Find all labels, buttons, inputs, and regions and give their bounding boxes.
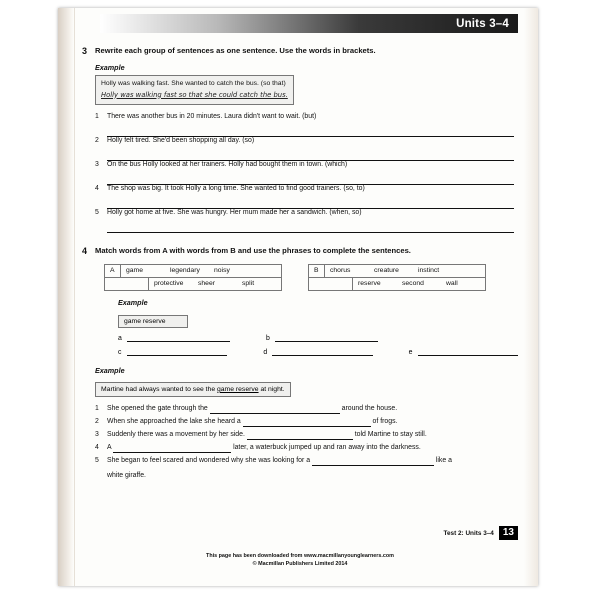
question-row bbox=[95, 113, 518, 122]
phrase-answer-blank[interactable] bbox=[418, 347, 518, 356]
exercise-4-title: Match words from A with words from B and use the phrases to complete the sentences. bbox=[95, 245, 411, 255]
exercise-3-body bbox=[95, 63, 518, 233]
word-cell: sheer bbox=[193, 277, 237, 290]
exercise-4-number: 4 bbox=[82, 245, 88, 256]
word-table-a bbox=[104, 264, 282, 291]
phrase-answer-blank[interactable] bbox=[275, 333, 378, 342]
phrase-answer-blank[interactable] bbox=[127, 333, 230, 342]
word-cell: protective bbox=[149, 277, 193, 290]
question-row bbox=[95, 209, 518, 218]
page-content bbox=[82, 14, 518, 574]
inline-answer-blank[interactable] bbox=[243, 419, 371, 427]
word-table-b-row-2 bbox=[309, 277, 485, 290]
example-sentence-pre: Martine had always wanted to see the bbox=[101, 385, 217, 393]
question-number: 3 bbox=[95, 161, 99, 168]
word-table-b-letter: B bbox=[309, 265, 325, 277]
question-pre: A bbox=[107, 443, 112, 451]
answer-line[interactable] bbox=[107, 195, 514, 209]
word-table-a-letter: A bbox=[105, 265, 121, 277]
word-cell: noisy bbox=[214, 267, 230, 275]
exercise-3-example-label: Example bbox=[95, 63, 125, 72]
question-text: The shop was big. It took Holly a long time. She wanted to find good trainers. (so, to) bbox=[107, 184, 365, 192]
question-text bbox=[107, 457, 518, 466]
exercise-3-number: 3 bbox=[82, 46, 88, 56]
question-number: 1 bbox=[95, 404, 99, 412]
word-table-a-spacer bbox=[105, 277, 149, 290]
question-row bbox=[95, 185, 518, 194]
question-post: later, a waterbuck jumped up and ran away into the darkness. bbox=[233, 443, 421, 451]
question-row bbox=[95, 431, 518, 440]
exercise-3 bbox=[82, 46, 518, 233]
question-number: 4 bbox=[95, 443, 99, 451]
question-pre: When she approached the lake she heard a bbox=[107, 417, 241, 425]
exercise-4-example-label-2: Example bbox=[95, 365, 125, 375]
phrase-answer-letter: b bbox=[266, 334, 270, 342]
phrase-answer-blank[interactable] bbox=[127, 347, 227, 356]
inline-answer-blank[interactable] bbox=[312, 458, 434, 466]
question-number: 5 bbox=[95, 456, 99, 464]
question-number: 1 bbox=[95, 113, 99, 121]
phrase-answer-e[interactable] bbox=[409, 347, 518, 356]
example-sentence-post: at night. bbox=[258, 385, 285, 393]
word-cell: wall bbox=[441, 277, 485, 290]
download-note bbox=[82, 552, 518, 568]
phrase-answer-blank[interactable] bbox=[272, 347, 372, 356]
question-number: 3 bbox=[95, 430, 99, 438]
exercise-3-heading bbox=[82, 46, 518, 56]
exercise-3-questions bbox=[95, 113, 518, 233]
word-cell: game bbox=[126, 267, 144, 275]
word-table-b-spacer bbox=[309, 277, 353, 290]
question-row-continuation bbox=[95, 472, 518, 481]
question-number: 2 bbox=[95, 137, 99, 145]
copyright-line: © Macmillan Publishers Limited 2014 bbox=[252, 560, 348, 567]
word-cell: instinct bbox=[418, 267, 440, 275]
word-bank-tables bbox=[104, 264, 518, 291]
phrase-answer-a[interactable] bbox=[118, 333, 230, 342]
inline-answer-blank[interactable] bbox=[247, 432, 353, 440]
question-row bbox=[95, 405, 518, 414]
word-cell: chorus bbox=[330, 267, 351, 275]
download-url-line: This page has been downloaded from www.macmillanyounglearners.com bbox=[206, 552, 394, 559]
answer-line[interactable] bbox=[107, 147, 514, 161]
word-table-a-row-1 bbox=[105, 265, 281, 277]
question-text: Holly felt tired. She'd been shopping all day. (so) bbox=[107, 137, 255, 145]
question-text bbox=[107, 405, 518, 414]
question-row bbox=[95, 161, 518, 170]
footer-test-reference: Test 2: Units 3–4 bbox=[443, 529, 494, 537]
exercise-3-example-answer-text: Holly was walking fast so that she could catch the bus. bbox=[101, 90, 288, 99]
page-edge-line bbox=[74, 8, 75, 586]
exercise-4-example-phrase: game reserve bbox=[118, 315, 188, 328]
question-row bbox=[95, 457, 518, 466]
phrase-answer-row-1 bbox=[118, 333, 518, 342]
page-footer bbox=[444, 526, 518, 540]
question-row bbox=[95, 444, 518, 453]
exercise-4-question-list bbox=[95, 405, 518, 481]
exercise-4 bbox=[82, 246, 518, 481]
question-post: around the house. bbox=[341, 404, 398, 412]
exercise-3-title: Rewrite each group of sentences as one sentence. Use the words in brackets. bbox=[95, 46, 376, 55]
question-text: On the bus Holly looked at her trainers. Holly had bought them in town. (which) bbox=[107, 161, 348, 168]
word-table-b bbox=[308, 264, 486, 291]
word-table-b-row-1 bbox=[309, 265, 485, 277]
inline-answer-blank[interactable] bbox=[113, 445, 231, 453]
phrase-answer-b[interactable] bbox=[266, 333, 378, 342]
page-right-shadow bbox=[524, 8, 538, 586]
exercise-4-phrase-answers bbox=[118, 298, 518, 356]
inline-answer-blank[interactable] bbox=[210, 406, 340, 414]
phrase-answer-letter: d bbox=[263, 348, 268, 356]
answer-line[interactable] bbox=[107, 171, 514, 185]
units-header-bar bbox=[100, 14, 518, 33]
question-post: told Martine to stay still. bbox=[354, 430, 427, 438]
units-header-title: Units 3–4 bbox=[456, 17, 509, 30]
question-text bbox=[107, 431, 518, 440]
exercise-4-example-sentence bbox=[95, 382, 291, 397]
answer-line[interactable] bbox=[107, 123, 514, 137]
exercise-4-sentences bbox=[95, 366, 518, 481]
question-number: 5 bbox=[95, 208, 99, 216]
exercise-3-example-answer bbox=[101, 90, 288, 101]
word-table-a-row-2 bbox=[105, 277, 281, 290]
question-row bbox=[95, 418, 518, 427]
word-cell: creature bbox=[374, 267, 399, 275]
question-number: 2 bbox=[95, 417, 99, 425]
question-text: There was another bus in 20 minutes. Laura didn't want to wait. (but) bbox=[107, 113, 317, 121]
question-row bbox=[95, 137, 518, 146]
answer-line[interactable] bbox=[107, 219, 514, 233]
exercise-3-example-box bbox=[95, 75, 294, 105]
question-text bbox=[107, 418, 518, 427]
question-post: like a bbox=[435, 456, 452, 464]
phrase-answer-letter: c bbox=[118, 348, 122, 356]
word-cell: reserve bbox=[353, 277, 397, 290]
question-text bbox=[107, 444, 518, 453]
question-pre: She opened the gate through the bbox=[107, 404, 208, 412]
question-number: 4 bbox=[95, 184, 99, 192]
question-pre: She began to feel scared and wondered why she was looking for a bbox=[107, 456, 311, 464]
question-text: white giraffe. bbox=[107, 471, 146, 479]
word-cell: split bbox=[237, 277, 281, 290]
page-left-shadow bbox=[58, 8, 74, 586]
exercise-4-heading bbox=[82, 246, 518, 256]
exercise-3-example-prompt: Holly was walking fast. She wanted to catch the bus. (so that) bbox=[101, 80, 286, 87]
question-text: Holly got home at five. She was hungry. Her mum made her a sandwich. (when, so) bbox=[107, 208, 362, 216]
question-pre: Suddenly there was a movement by her side. bbox=[107, 430, 245, 438]
phrase-answer-d[interactable] bbox=[263, 347, 372, 356]
word-cell: second bbox=[397, 277, 441, 290]
phrase-answer-letter: e bbox=[408, 348, 413, 356]
phrase-answer-c[interactable] bbox=[118, 347, 227, 356]
exercise-4-example-label-1: Example bbox=[118, 297, 148, 307]
page-number-badge: 13 bbox=[499, 526, 518, 540]
example-sentence-phrase: game reserve bbox=[217, 385, 259, 393]
question-post: of frogs. bbox=[372, 417, 398, 425]
phrase-answer-row-2 bbox=[118, 347, 518, 356]
word-cell: legendary bbox=[170, 267, 200, 275]
phrase-answer-letter: a bbox=[118, 334, 122, 342]
